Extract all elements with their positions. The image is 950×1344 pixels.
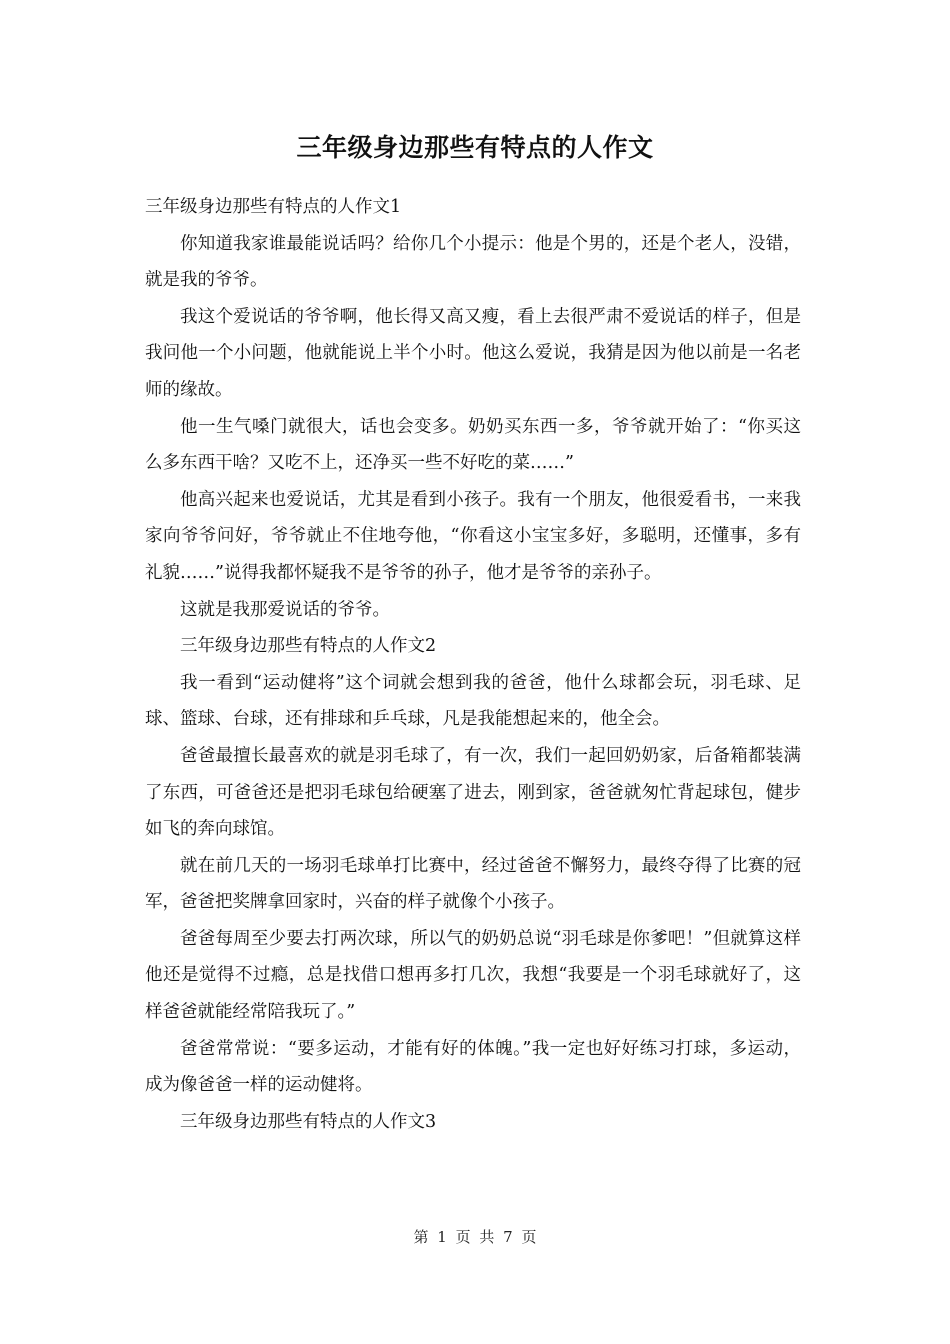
document-body — [145, 189, 801, 1140]
paragraph: 这就是我那爱说话的爷爷。 — [180, 599, 390, 620]
paragraph: 他一生气嗓门就很大，话也会变多。奶奶买东西一多，爷爷就开始了：“你买这么多东西干啥？又吃不上，还净买一些不好吃的菜……” — [145, 416, 801, 474]
section-heading: 三年级身边那些有特点的人作文3 — [180, 1111, 437, 1132]
paragraph: 我一看到“运动健将”这个词就会想到我的爸爸，他什么球都会玩，羽毛球、足球、篮球、台球，还有排球和乒乓球，凡是我能想起来的，他全会。 — [145, 672, 801, 730]
document-title: 三年级身边那些有特点的人作文 — [296, 133, 654, 162]
section-heading: 三年级身边那些有特点的人作文2 — [180, 636, 437, 657]
paragraph: 爸爸最擅长最喜欢的就是羽毛球了，有一次，我们一起回奶奶家，后备箱都装满了东西，可爸爸还是把羽毛球包给硬塞了进去，刚到家，爸爸就匆忙背起球包，健步如飞的奔向球馆。 — [145, 745, 801, 840]
paragraph: 爸爸常常说：“要多运动，才能有好的体魄。”我一定也好好练习打球，多运动，成为像爸爸一样的运动健将。 — [145, 1038, 801, 1096]
paragraph: 我这个爱说话的爷爷啊，他长得又高又瘦，看上去很严肃不爱说话的样子，但是我问他一个小问题，他就能说上半个小时。他这么爱说，我猜是因为他以前是一名老师的缘故。 — [145, 306, 801, 400]
paragraph: 他高兴起来也爱说话，尤其是看到小孩子。我有一个朋友，他很爱看书，一来我家向爷爷问好，爷爷就止不住地夸他，“你看这小宝宝多好，多聪明，还懂事，多有礼貌……”说得我都怀疑我不是爷爷的孙子，他才是爷爷的亲孙子。 — [145, 489, 801, 583]
paragraph: 就在前几天的一场羽毛球单打比赛中，经过爸爸不懈努力，最终夺得了比赛的冠军，爸爸把奖牌拿回家时，兴奋的样子就像个小孩子。 — [145, 855, 801, 913]
page-number-footer: 第 1 页 共 7 页 — [413, 1228, 537, 1246]
paragraph: 你知道我家谁最能说话吗？给你几个小提示：他是个男的，还是个老人，没错，就是我的爷爷。 — [145, 233, 801, 291]
paragraph: 爸爸每周至少要去打两次球，所以气的奶奶总说“羽毛球是你爹吧！”但就算这样他还是觉得不过瘾，总是找借口想再多打几次，我想“我要是一个羽毛球就好了，这样爸爸就能经常陪我玩了。” — [145, 928, 801, 1023]
paragraph: 三年级身边那些有特点的人作文1 — [145, 197, 402, 217]
